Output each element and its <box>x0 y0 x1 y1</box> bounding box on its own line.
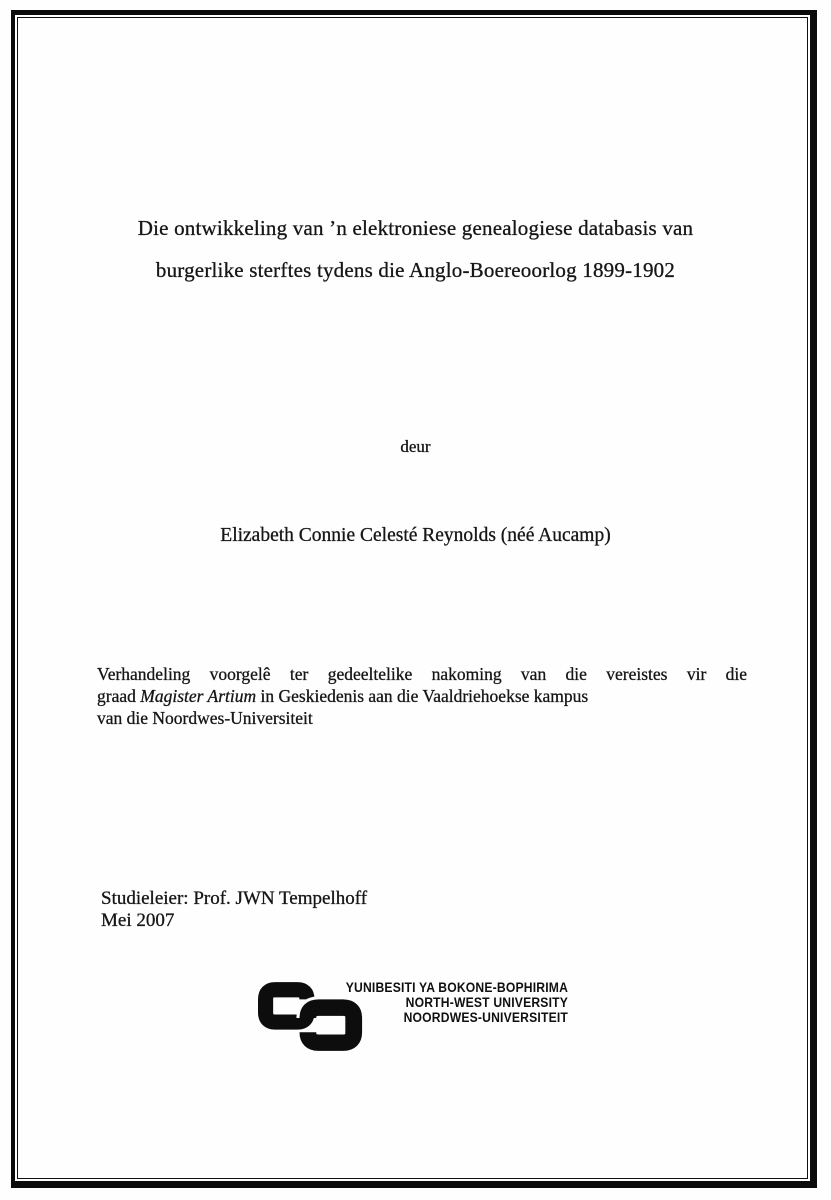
thesis-title-line1: Die ontwikkeling van ’n elektroniese genealogiese databasis van <box>137 216 694 240</box>
degree-statement-line2-post: in Geskiedenis aan die Vaaldriehoekse kampus <box>256 686 589 706</box>
thesis-title-line2: burgerlike sterftes tydens die Anglo-Boereoorlog 1899-1902 <box>155 258 676 282</box>
degree-statement <box>97 663 747 729</box>
university-name-afrikaans: NOORDWES-UNIVERSITEIT <box>403 1010 568 1026</box>
degree-statement-line3: van die Noordwes-Universiteit <box>97 708 313 728</box>
university-name-english: NORTH-WEST UNIVERSITY <box>405 995 568 1011</box>
credits-block <box>101 888 367 932</box>
degree-statement-line1: Verhandeling voorgelê ter gedeeltelike nakoming van die vereistes vir die <box>97 664 747 684</box>
author-name: Elizabeth Connie Celesté Reynolds (néé Aucamp) <box>220 525 611 546</box>
date-line: Mei 2007 <box>101 910 175 931</box>
supervisor-line: Studieleier: Prof. JWN Tempelhoff <box>101 888 368 909</box>
degree-name-italic: Magister Artium <box>140 686 257 706</box>
degree-statement-line2 <box>97 685 747 707</box>
university-wordmark <box>346 980 568 1026</box>
university-name-setswana: YUNIBESITI YA BOKONE-BOPHIRIMA <box>345 980 568 995</box>
byline: deur <box>400 437 431 456</box>
thesis-title <box>50 207 781 291</box>
degree-statement-line2-pre: graad <box>97 686 141 706</box>
